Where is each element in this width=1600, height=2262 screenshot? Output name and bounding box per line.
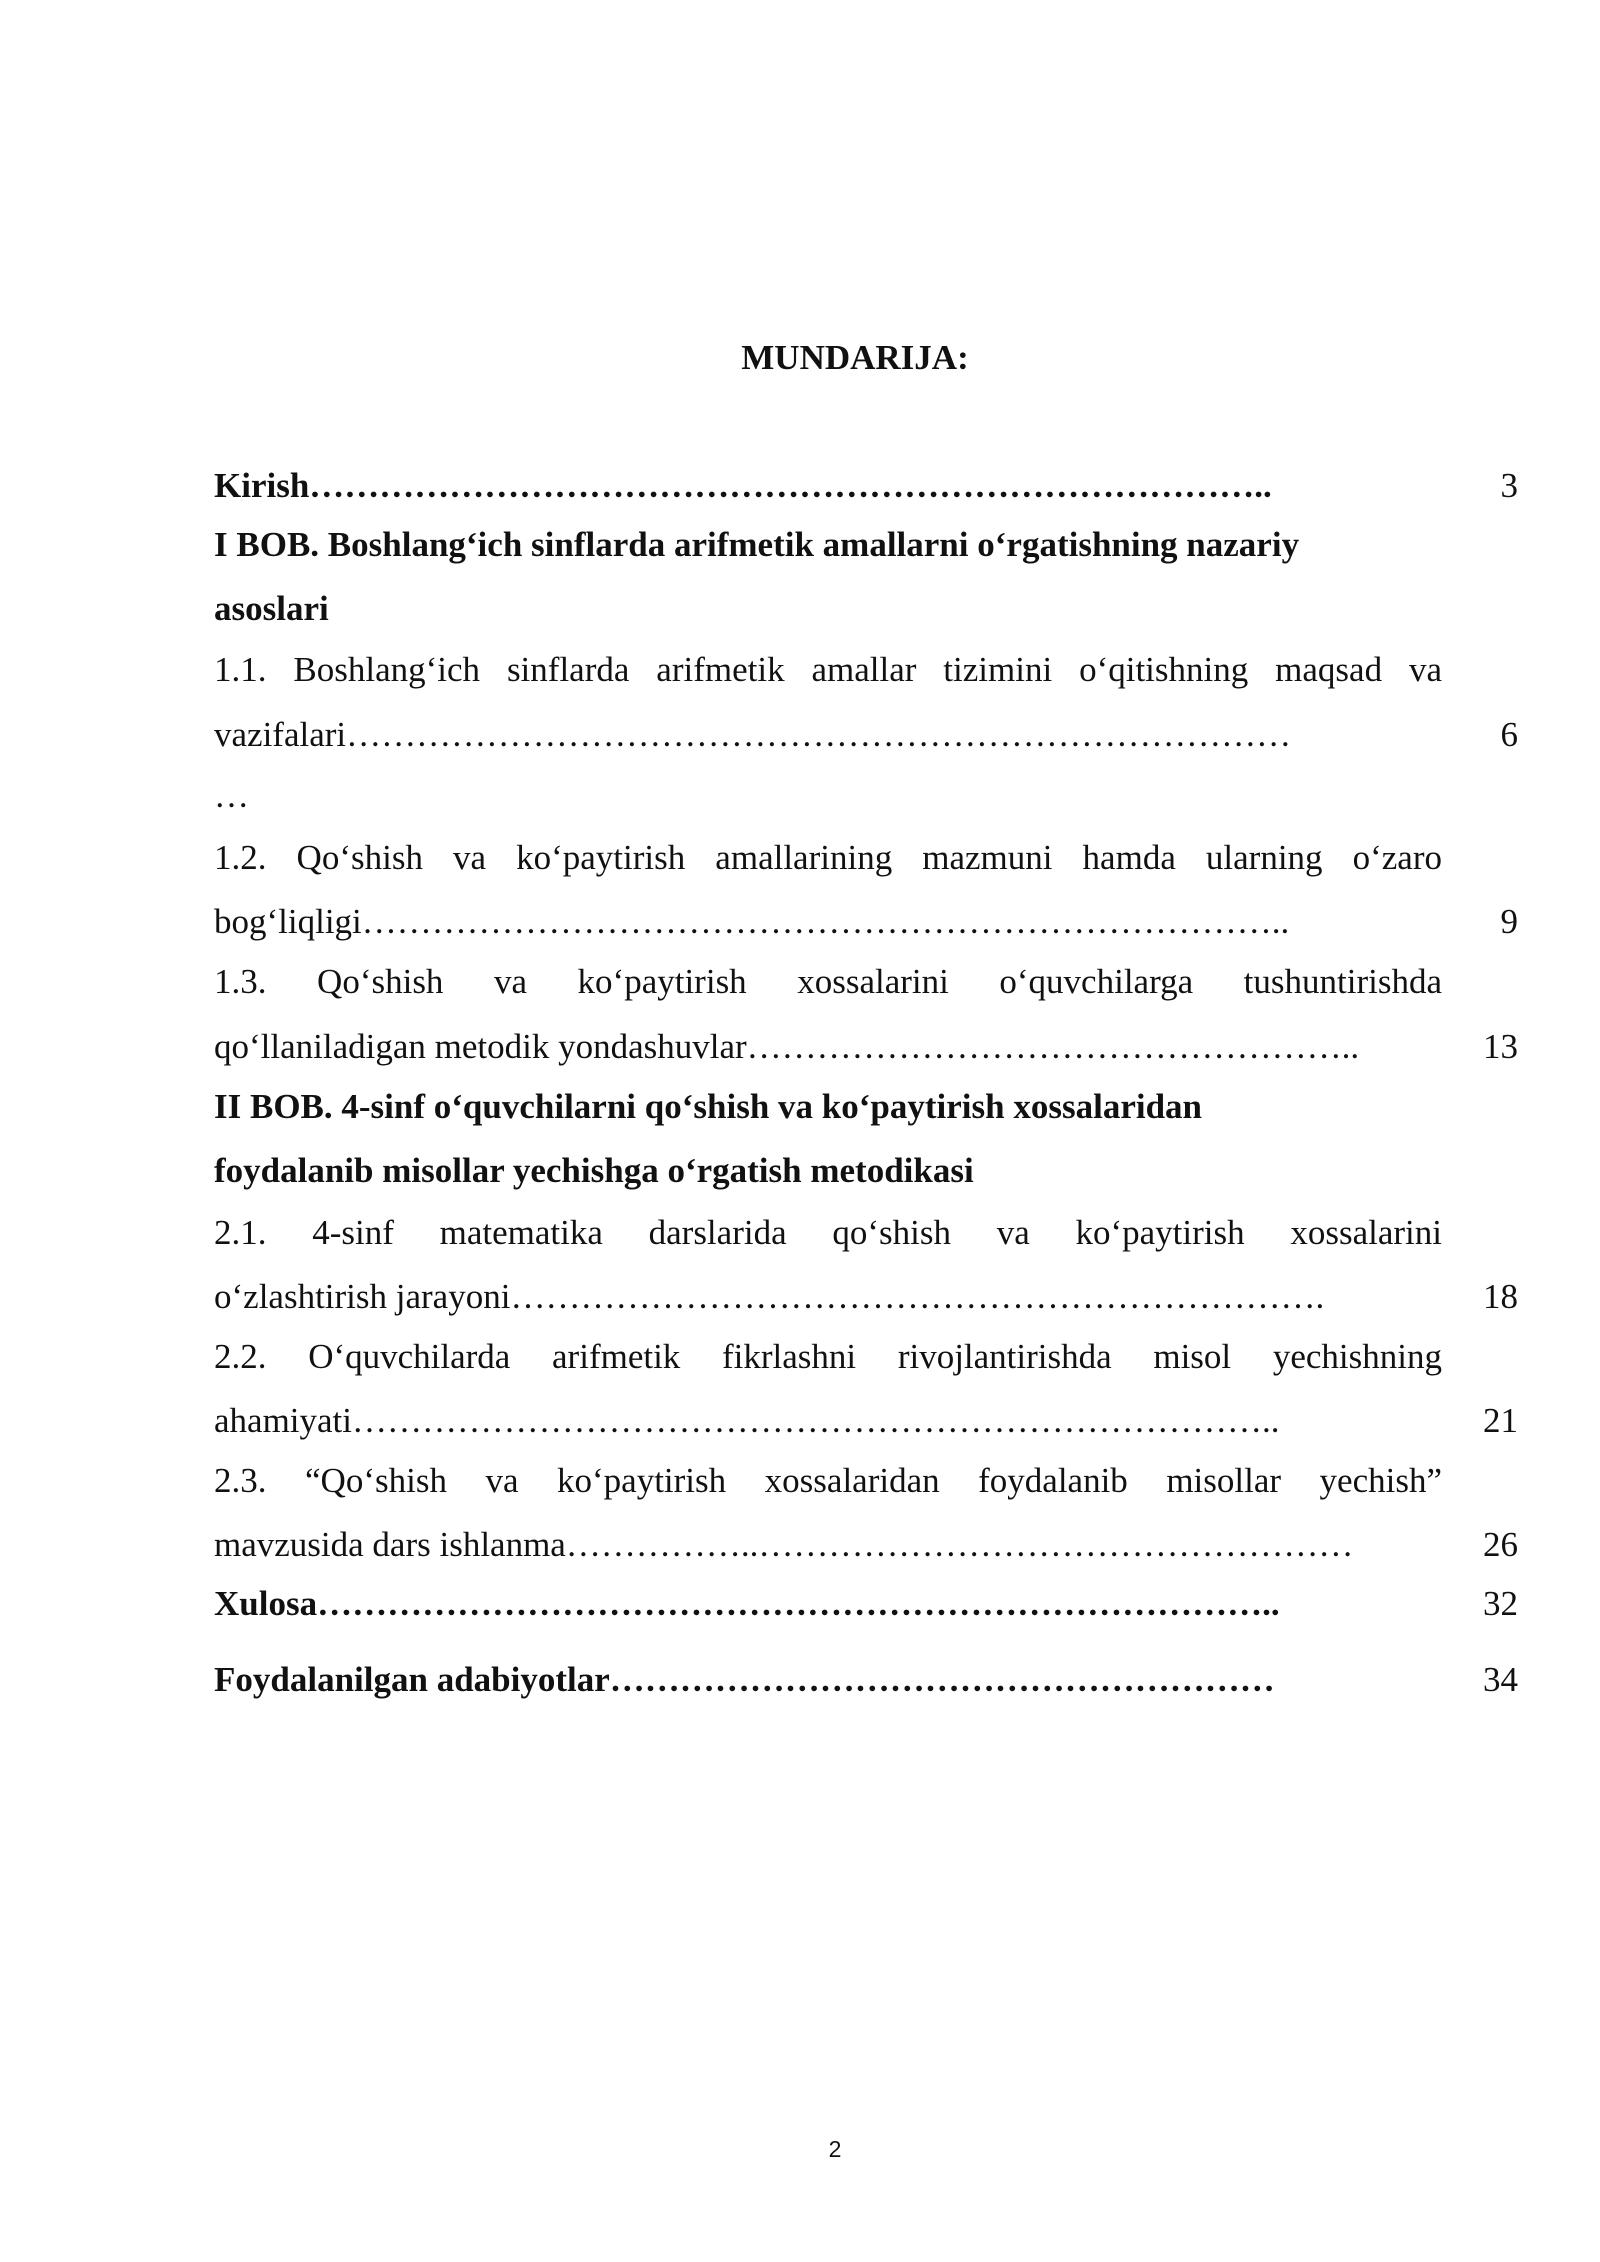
toc-entry-adabiyotlar: Foydalanilgan adabiyotlar………………………………………………… [214, 1660, 1275, 1699]
toc-page-1-3: 13 [1483, 1027, 1518, 1066]
toc-entry-2-2-cont: ahamiyati…………………………………………………………………….. [214, 1401, 1280, 1440]
toc-entry-1-2-cont: bog‘liqligi…………………………………………………………………….. [214, 902, 1290, 941]
toc-chapter-2-title: II BOB. 4-sinf o‘quvchilarni qo‘shish va ko‘paytirish xossalaridan [214, 1087, 1203, 1126]
toc-entry-1-3-cont: qo‘llaniladigan metodik yondashuvlar…………………………………………….. [214, 1027, 1360, 1066]
toc-page-2-1: 18 [1483, 1277, 1518, 1316]
toc-page-1-1: 6 [1500, 715, 1518, 754]
toc-entry-2-3-cont: mavzusida dars ishlanma……………..…………………………………………… [214, 1525, 1354, 1564]
page-title: MUNDARIJA: [741, 338, 969, 377]
toc-page-2-2: 21 [1483, 1401, 1518, 1440]
toc-page-kirish: 3 [1500, 466, 1518, 505]
toc-entry-1-2: 1.2. Qo‘shish va ko‘paytirish amallarining mazmuni hamda ularning o‘zaro [214, 838, 1442, 877]
toc-entry-xulosa: Xulosa……………………………………………………………………….. [214, 1584, 1280, 1623]
toc-chapter-1-title: I BOB. Boshlang‘ich sinflarda arifmetik amallarni o‘rgatishning nazariy [214, 525, 1300, 564]
toc-entry-kirish: Kirish……………………………………………………………………….. [214, 466, 1272, 505]
toc-page-2-3: 26 [1483, 1525, 1518, 1564]
toc-chapter-2-title-cont: foydalanib misollar yechishga o‘rgatish metodikasi [214, 1151, 974, 1190]
toc-entry-2-2: 2.2. O‘quvchilarda arifmetik fikrlashni rivojlantirishda misol yechishning [214, 1337, 1442, 1376]
toc-entry-1-3: 1.3. Qo‘shish va ko‘paytirish xossalarini o‘quvchilarga tushuntirishda [214, 962, 1442, 1001]
toc-entry-2-3: 2.3. “Qo‘shish va ko‘paytirish xossalaridan foydalanib misollar yechish” [214, 1461, 1442, 1500]
toc-page-adabiyotlar: 34 [1483, 1660, 1518, 1699]
toc-page-xulosa: 32 [1483, 1584, 1518, 1623]
toc-page-1-2: 9 [1500, 902, 1518, 941]
toc-entry-2-1: 2.1. 4-sinf matematika darslarida qo‘shish va ko‘paytirish xossalarini [214, 1213, 1442, 1252]
toc-entry-1-1-leader: … [214, 776, 249, 815]
toc-entry-1-1: 1.1. Boshlang‘ich sinflarda arifmetik amallar tizimini o‘qitishning maqsad va [214, 650, 1442, 689]
toc-chapter-1-title-cont: asoslari [214, 589, 329, 628]
toc-entry-1-1-cont: vazifalari……………………………………………………………………… [214, 715, 1292, 754]
toc-entry-2-1-cont: o‘zlashtirish jarayoni……………………………………………………………. [214, 1277, 1325, 1316]
page-number-footer: 2 [828, 2136, 842, 2162]
